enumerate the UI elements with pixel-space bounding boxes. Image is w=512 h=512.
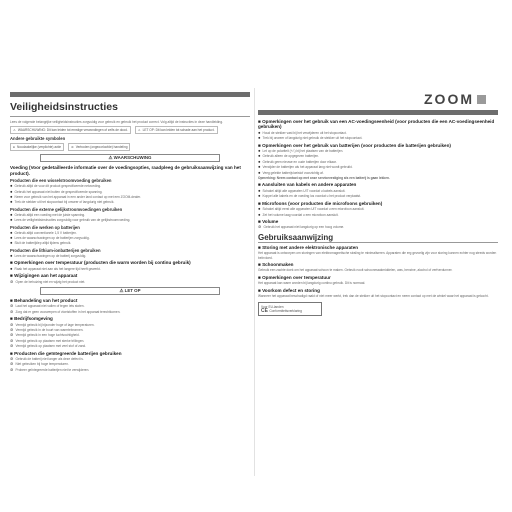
andere-item-0 <box>10 143 64 151</box>
item-text: Gebruik alleen de opgegeven batterijen. <box>262 154 320 159</box>
voeding-sub: Producten die een wisselstroomvoeding gebruiken <box>10 178 112 184</box>
list-item <box>10 190 250 194</box>
ac-title <box>258 119 498 130</box>
item-text: Veeg gelekte batterijvloeistof voorzichtig af. <box>262 170 324 175</box>
ce-title: Voor EU-landen <box>261 305 284 310</box>
section-bullet-icon: ■ <box>258 244 263 250</box>
opm-temp-title-right <box>258 275 498 280</box>
symbol-caution-text: LET OP: Dit kan leiden tot schade aan het product. <box>142 128 215 133</box>
opm-temp-text: Opmerkingen over temperatuur (producten die warm worden bij continu gebruik) <box>14 260 191 266</box>
item-text: Vermijd gebruik op plaatsen met veel stof of zand. <box>15 344 87 349</box>
top-bar-right <box>258 110 498 115</box>
ce-row <box>261 309 319 313</box>
item-text: Gebruik altijd conventionele 1,5 V batterijen. <box>14 230 77 235</box>
ce-mark-icon: CE <box>261 308 270 315</box>
item-text: Lees de waarschuwingen op de batterijen zorgvuldig. <box>14 236 90 241</box>
item-text: Let op de polariteit (+/-) bij het plaatsen van de batterijen. <box>262 149 344 154</box>
schoon-text: Gebruik een zachte doek om het apparaat schoon te maken. Gebruik nooit schoonmaakmiddelen, was, benzine, alcohol of verfverdunner. <box>258 268 453 273</box>
mandatory-icon: ● <box>10 240 13 246</box>
item-text: Neem voor gebruik van het apparaat in een ander land contact op met een ZOOM-dealer. <box>14 195 141 200</box>
prohibited-icon: ⊘ <box>71 145 74 150</box>
schoon-title <box>258 262 498 267</box>
title-wrap <box>10 101 250 117</box>
mandatory-icon: ● <box>258 164 261 170</box>
item-text: Vermijd gebruik in een hoge luchtvochtigheid. <box>15 333 80 338</box>
section-bullet-icon: ■ <box>258 287 263 293</box>
mandatory-icon: ● <box>10 199 13 205</box>
ac-text: Opmerkingen over het gebruik van een AC-voedingseenheid (voor producten die een AC-voedingseenheid gebruiken) <box>258 119 495 130</box>
prohibited-icon: ⊘ <box>10 343 14 349</box>
section-bullet-icon: ■ <box>258 119 263 124</box>
caution-icon: ⚠ <box>119 287 125 293</box>
wijz-text: Wijzigingen aan het apparaat <box>14 273 78 279</box>
prohibited-icon: ⊘ <box>10 337 14 343</box>
warning-icon: ⚠ <box>108 155 114 161</box>
andere-text-1: Verboden (ongeoorloofde) handeling <box>75 145 128 150</box>
bedrijf-text: Bedrijfsomgeving <box>14 316 53 322</box>
defect-text: Wanneer het apparaat beschadigd raakt of niet meer werkt, trek dan de stekker uit het stopcontact en neem contact op met de winkel waar het apparaat is gekocht. <box>258 293 489 298</box>
geintegreerd-title <box>10 351 250 356</box>
behandeling-text: Behandeling van het product <box>14 297 78 303</box>
section-bullet-icon: ■ <box>10 350 15 356</box>
item-text: Lees de veiligheidsinstructies zorgvuldig voor gebruik van de gelijkstroomvoeding. <box>14 218 131 223</box>
list-item <box>10 195 250 199</box>
andere-item-1 <box>68 143 130 151</box>
micro-title <box>258 201 498 206</box>
list-item <box>258 213 498 217</box>
list-item <box>10 357 250 361</box>
list-item <box>10 184 250 188</box>
list-item <box>258 194 498 198</box>
prohibited-icon: ⊘ <box>258 224 262 230</box>
section-bullet-icon: ■ <box>10 297 15 303</box>
mandatory-icon: ● <box>10 194 13 200</box>
prohibited-icon: ⊘ <box>10 278 14 284</box>
item-text: Houd de stekker vast bij het verwijderen uit het stopcontact. <box>262 130 347 135</box>
prohibited-icon: ⊘ <box>10 355 14 361</box>
micro-text: Microfoons (voor producten die microfoons gebruiken) <box>262 200 383 206</box>
prohibited-icon: ⊘ <box>10 303 14 309</box>
aansluiten-text: Aansluiten van kabels en andere apparaten <box>261 182 357 188</box>
section-bullet-icon: ■ <box>258 182 262 188</box>
volume-title <box>258 219 498 224</box>
lithium-title: Producten die lithium-ionbatterijen gebruiken <box>10 247 101 253</box>
caution-header <box>40 287 220 295</box>
list-item <box>258 160 498 164</box>
item-text: Lees de waarschuwingen op de batterij zorgvuldig. <box>14 253 87 258</box>
list-item <box>10 304 250 308</box>
aansluiten-title <box>258 182 498 187</box>
warning-label: WAARSCHUWING <box>113 155 152 161</box>
mandatory-icon: ● <box>10 265 13 271</box>
andere-symbols <box>10 143 250 151</box>
list-item <box>10 333 250 337</box>
mandatory-icon: ● <box>258 206 261 212</box>
storing-text: Het apparaat is ontworpen om storingen van elektromagnetische straling te minimaliseren. Apparaten die erg gevoelig zijn voor storing kunnen echter nog steeds worden beïnvloed. <box>258 251 497 260</box>
andere-text-0: Noodzakelijke (verplichte) actie <box>16 145 62 150</box>
list-item <box>10 323 250 327</box>
item-text: Koppel alle kabels en de voeding los voordat u het product verplaatst. <box>262 194 361 199</box>
symbol-warning <box>10 126 131 134</box>
mandatory-icon: ● <box>258 148 261 154</box>
mandatory-icon: ● <box>258 187 261 193</box>
section-bullet-icon: ■ <box>258 261 263 267</box>
defect-title <box>258 288 498 293</box>
page-divider <box>254 88 255 476</box>
geintegreerd-text: Producten die geïntegreerde batterijen gebruiken <box>14 350 122 356</box>
item-text: Gebruik de batterij niet langer als deze defect is. <box>15 356 84 361</box>
section-bullet-icon: ■ <box>10 260 15 266</box>
list-item <box>258 131 498 135</box>
list-item <box>10 362 250 366</box>
warning-triangle-icon: ⚠ <box>13 128 16 133</box>
top-bar-left <box>10 92 250 97</box>
item-text: Raak het apparaat niet aan als het langere tijd heeft gewerkt. <box>14 266 101 271</box>
item-text: Probeer geïntegreerde batterijen niet te verwijderen. <box>15 367 90 372</box>
item-text: Verwijder de batterijen als het apparaat lang niet wordt gebruikt. <box>262 165 353 170</box>
item-text: Sluit de batterijklep altijd tijdens gebruik. <box>14 241 72 246</box>
list-item <box>10 200 250 204</box>
item-text: Niet gebruiken bij hoge temperaturen. <box>15 362 69 367</box>
zoom-logo-text: ZOOM <box>424 91 474 107</box>
mandatory-icon: ● <box>10 211 13 217</box>
list-item <box>258 149 498 153</box>
extern-title: Producten die externe gelijkstroomvoedingen gebruiken <box>10 206 123 212</box>
mandatory-icon: ● <box>10 235 13 241</box>
prohibited-icon: ⊘ <box>10 308 14 314</box>
schoon-text-title: Schoonmaken <box>262 261 294 267</box>
opm-temp-title <box>10 260 250 265</box>
volume-text: Volume <box>262 218 279 224</box>
list-item <box>258 225 498 229</box>
prohibited-icon: ⊘ <box>10 332 14 338</box>
item-text: Gebruik geen nieuwe en oude batterijen door elkaar. <box>262 159 337 164</box>
item-text: Open de behuizing niet en wijzig het product niet. <box>15 279 86 284</box>
mandatory-icon: ● <box>258 193 261 199</box>
mandatory-icon: ● <box>258 135 261 141</box>
right-page <box>258 92 498 472</box>
prohibited-icon: ⊘ <box>10 326 14 332</box>
section-bullet-icon: ■ <box>10 316 15 322</box>
opm-temp-text-title: Opmerkingen over temperatuur <box>262 274 331 280</box>
item-text: Gebruik het apparaat niet buiten de gespecificeerde spanning. <box>14 189 103 194</box>
list-item <box>10 241 250 245</box>
letop-label: LET OP <box>124 287 141 293</box>
item-text: Schakel altijd eerst alle apparaten UIT voordat u een microfoon aansluit. <box>262 207 365 212</box>
mandatory-icon: ● <box>258 129 261 135</box>
voeding-title: Voeding (Voor gedetailleerde informatie over de voedingsopties, raadpleeg de gebruiksaanwijzing van het product). <box>10 165 241 176</box>
list-item <box>10 236 250 240</box>
prohibited-icon: ⊘ <box>10 361 14 367</box>
item-text: Laat het apparaat niet vallen of tegen iets stoten. <box>15 304 85 309</box>
list-item <box>10 231 250 235</box>
batt-note: Opmerking: Neem contact op met onze servicevestiging als een batterij is gaan lekken. <box>258 176 390 181</box>
mandatory-icon: ● <box>10 217 13 223</box>
ce-text: Conformiteitsverklaring <box>269 309 302 314</box>
item-text: Trek de stekker uit het stopcontact bij onweer of langdurig niet gebruik. <box>14 200 115 205</box>
list-item <box>258 136 498 140</box>
list-item <box>10 339 250 343</box>
storing-text-title: Storing met andere elektronische apparaten <box>262 244 359 250</box>
gebruik-title: Gebruiksaanwijzing <box>258 233 498 243</box>
section-bullet-icon: ■ <box>258 274 263 280</box>
mandatory-icon: ● <box>258 169 261 175</box>
warning-header <box>40 154 220 162</box>
list-item <box>10 254 250 258</box>
section-bullet-icon: ■ <box>258 200 263 206</box>
prohibited-icon: ⊘ <box>10 321 14 327</box>
storing-title <box>258 245 498 250</box>
list-item <box>10 310 250 314</box>
list-item <box>10 280 250 284</box>
list-item <box>258 189 498 193</box>
section-bullet-icon: ■ <box>258 142 263 148</box>
section-bullet-icon: ■ <box>258 218 263 224</box>
batt-text: Opmerkingen over het gebruik van batterijen (voor producten die batterijen gebruiken) <box>262 142 451 148</box>
list-item <box>258 154 498 158</box>
item-text: Gebruik altijd een voeding met de juiste spanning. <box>14 212 86 217</box>
list-item <box>10 218 250 222</box>
mandatory-icon: ● <box>10 183 13 189</box>
item-text: Zet het volume laag voordat u een microfoon aansluit. <box>262 212 339 217</box>
wijz-title <box>10 273 250 278</box>
mandatory-icon: ● <box>258 158 261 164</box>
defect-text-title: Voorkom defect en storing <box>262 287 320 293</box>
item-text: Vermijd gebruik op plaatsen met sterke trillingen. <box>15 338 85 343</box>
item-text: Gebruik altijd de voor dit product gespecificeerde netvoeding. <box>14 184 101 189</box>
symbol-warning-text: WAARSCHUWING: Dit kan leiden tot ernstige verwondingen of zelfs de dood. <box>17 128 128 133</box>
mandatory-icon: ● <box>10 188 13 194</box>
list-item <box>10 344 250 348</box>
item-text: Trek bij onweer of langdurig niet gebruik de stekker uit het stopcontact. <box>262 136 363 141</box>
mandatory-icon: ● <box>258 211 261 217</box>
symbol-legend <box>10 126 250 134</box>
bedrijf-title <box>10 316 250 321</box>
list-item <box>10 368 250 372</box>
item-text: Zorg dat er geen voorwerpen of vloeistoffen in het apparaat terechtkomen. <box>15 309 121 314</box>
opm-temp-text: Het apparaat kan warm worden bij langdurig continu gebruik. Dit is normaal. <box>258 281 366 286</box>
mandatory-icon: ● <box>13 145 15 150</box>
list-item <box>10 213 250 217</box>
prohibited-icon: ⊘ <box>10 366 14 372</box>
list-item <box>258 165 498 169</box>
batterij-title: Producten die werken op batterijen <box>10 224 80 230</box>
mandatory-icon: ● <box>10 252 13 258</box>
section-bullet-icon: ■ <box>10 273 15 279</box>
list-item <box>10 328 250 332</box>
behandeling-title <box>10 298 250 303</box>
list-item <box>10 267 250 271</box>
batt-title <box>258 143 498 148</box>
list-item <box>258 171 498 175</box>
item-text: Vermijd gebruik bij bijzonder hoge of lage temperaturen. <box>15 322 95 327</box>
symbol-caution <box>135 126 218 134</box>
intro-text: Lees de volgende belangrijke veiligheidsinstructies zorgvuldig voor gebruik en gebruik het product correct. Volg altijd de instructies in deze handleiding. <box>10 120 223 124</box>
mandatory-icon: ● <box>10 229 13 235</box>
item-text: Gebruik het apparaat niet langdurig op een hoog volume. <box>263 225 345 230</box>
mandatory-icon: ● <box>258 153 261 159</box>
item-text: Schakel altijd alle apparaten UIT voordat u kabels aansluit. <box>262 188 346 193</box>
item-text: Vermijd gebruik in de buurt van warmtebronnen. <box>15 327 84 332</box>
andere-title: Andere gebruikte symbolen <box>10 136 66 142</box>
left-page <box>10 92 250 472</box>
page-title: Veiligheidsinstructies <box>10 101 118 113</box>
ce-box <box>258 302 322 316</box>
list-item <box>258 207 498 211</box>
caution-triangle-icon: ⚠ <box>137 128 141 133</box>
